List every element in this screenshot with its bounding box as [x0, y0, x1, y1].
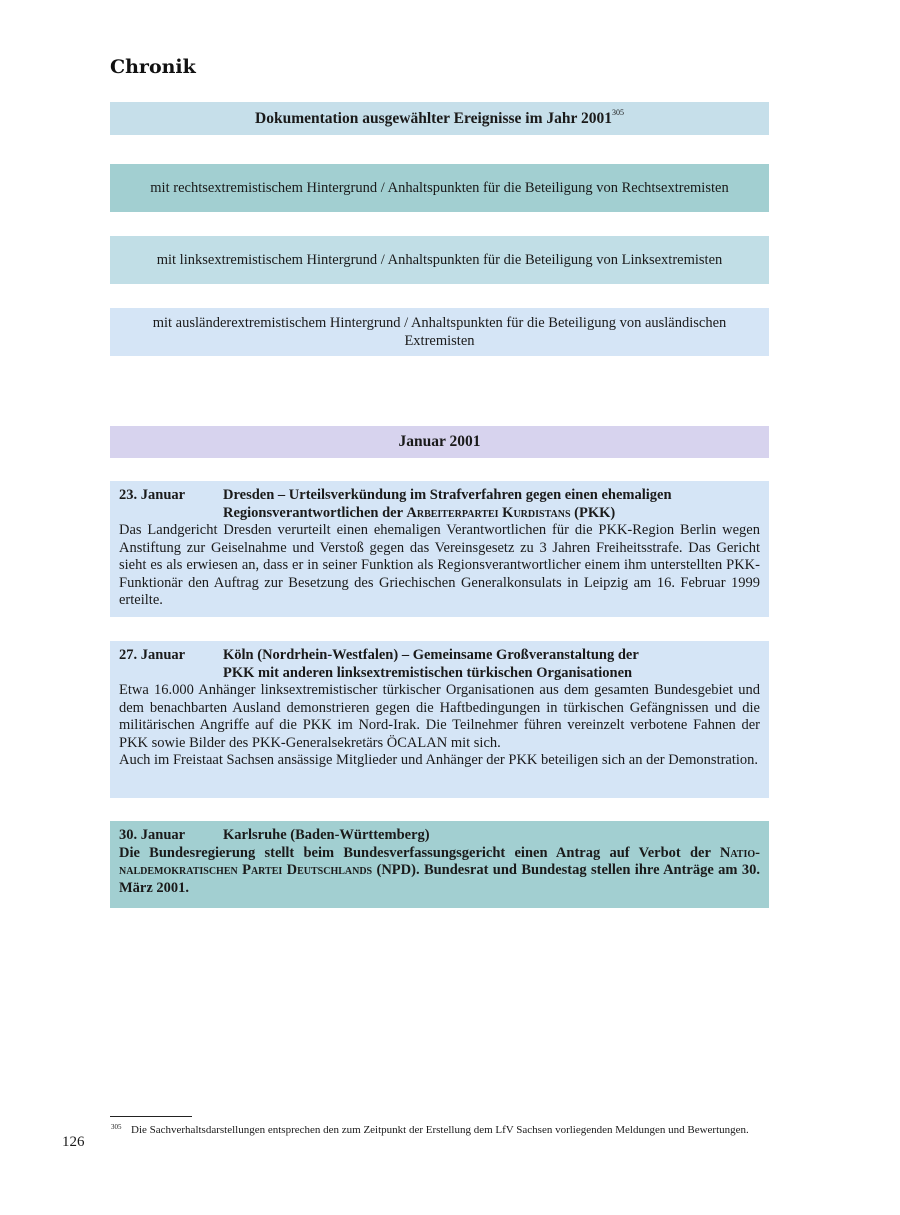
page-number: 126 [62, 1134, 85, 1150]
footnote-number: 305 [111, 1123, 122, 1131]
event-title-organisation: Arbeiterpartei Kurdistans [406, 504, 571, 521]
month-label: Januar 2001 [398, 433, 481, 450]
legend-left-extremism [110, 236, 769, 284]
footnote-divider [110, 1116, 192, 1117]
footnote-text: Die Sachverhaltsdarstellungen entsprechen den zum Zeitpunkt der Erstellung dem LfV Sachsen vorliegenden Meldungen und Bewertungen. [131, 1124, 749, 1136]
document-header [110, 102, 769, 135]
event-organisation: Nationaldemokratischen Partei Deutschlands [119, 844, 760, 878]
footnote-reference[interactable]: 305 [611, 108, 624, 117]
event-paragraph: Auch im Freistaat Sachsen ansässige Mitglieder und Anhänger der PKK beteiligen sich an der Demonstration. [119, 752, 759, 768]
event-header [119, 487, 760, 522]
event-text-suffix: (NPD). Bundesrat und Bundestag stellen ihre Anträge am 30. März 2001. [119, 862, 760, 896]
event-title-suffix: (PKK) [570, 504, 616, 521]
event-title [223, 487, 760, 522]
event-text: Die Bundesregierung stellt beim Bundesverfassungsgericht einen Antrag auf Verbot der [119, 844, 720, 861]
event-title-line: PKK mit anderen linksextremistischen türkischen Organisationen [223, 664, 633, 681]
event-description [119, 682, 760, 770]
event-paragraph: Das Landgericht Dresden verurteilt einen ehemaligen Verantwortlichen für die PKK-Region Berlin wegen Anstiftung zur Geiselnahme und Verstoß gegen das Vereinsgesetz zu 3 Jahren Freiheitsstrafe. Das Gericht sieht es als erwiesen an, dass er in seiner Funktion als Regionsverantwortlicher einem ihm unterstellten PKK-Funktionär den Auftrag zur Besetzung des Griechischen Generalkonsulats in Leipzig am 16. Februar 1999 erteilte. [119, 522, 760, 608]
event-title [223, 647, 760, 682]
event-entry [110, 641, 769, 798]
event-paragraph: Etwa 16.000 Anhänger linksextremistischer türkischer Organisationen aus dem gesamten Bundesgebiet und dem benachbarten Ausland demonstrieren gegen die Haftbedingungen in türkischen Gefängnissen und die militärischen Angriffe auf die PKK im Nord-Irak. Die Teilnehmer führen vereinzelt verbotene Fahnen der PKK sowie Bilder des PKK-Generalsekretärs ÖCALAN mit sich. [119, 682, 760, 751]
document-header-title: Dokumentation ausgewählter Ereignisse im Jahr 2001 [255, 109, 612, 127]
event-header [119, 827, 760, 845]
legend-right-extremism [110, 164, 769, 212]
legend-right-text: mit rechtsextremistischem Hintergrund / Anhaltspunkten für die Beteiligung von Rechtsextremisten [150, 180, 729, 196]
event-date: 30. Januar [119, 827, 186, 843]
month-header [110, 426, 769, 458]
legend-foreign-extremism [110, 308, 769, 356]
event-header [119, 647, 760, 682]
event-description [119, 845, 760, 898]
event-entry [110, 481, 769, 617]
event-title-text: Dresden – Urteilsverkündung im Strafverfahren gegen einen ehemaligen Regionsverantwortlichen der [223, 487, 672, 521]
section-title: Chronik [110, 56, 196, 78]
event-date: 23. Januar [119, 487, 186, 503]
event-entry [110, 821, 769, 908]
event-title-line: Köln (Nordrhein-Westfalen) – Gemeinsame Großveranstaltung der [223, 647, 639, 663]
event-title: Karlsruhe (Baden-Württemberg) [223, 827, 430, 843]
event-date: 27. Januar [119, 647, 186, 663]
legend-foreign-text: mit ausländerextremistischem Hintergrund / Anhaltspunkten für die Beteiligung von ausländischen Extremisten [152, 315, 727, 349]
legend-left-text: mit linksextremistischem Hintergrund / Anhaltspunkten für die Beteiligung von Linksextremisten [156, 252, 723, 268]
event-description [119, 522, 760, 610]
